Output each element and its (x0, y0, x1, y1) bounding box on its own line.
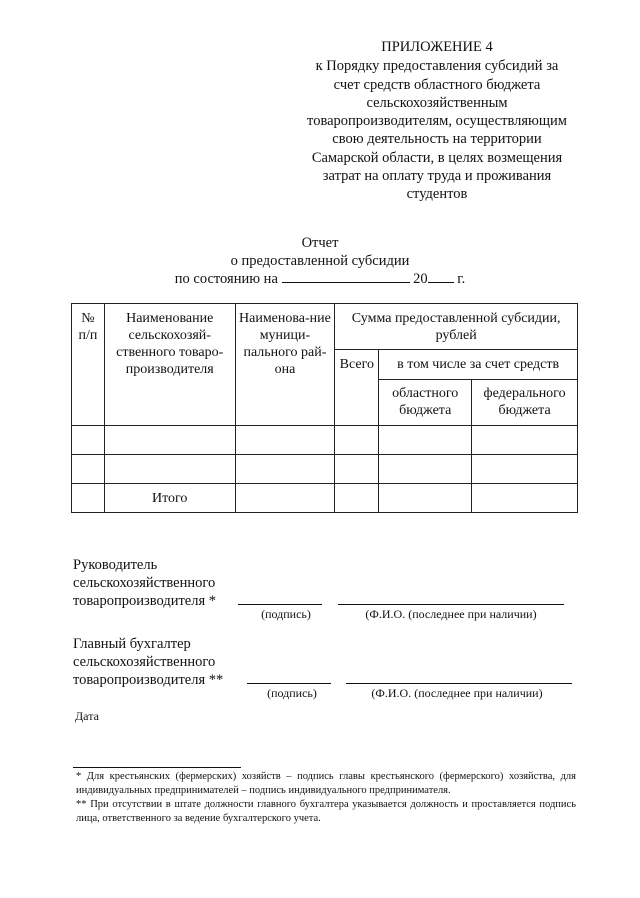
subsidy-table (71, 303, 578, 513)
footnote-divider (73, 767, 241, 768)
head-line: товаропроизводителя * (73, 593, 217, 609)
table-cell (335, 455, 379, 484)
date-blank (282, 270, 410, 283)
report-date-prefix: по состоянию на (174, 271, 278, 287)
head-name-line (338, 604, 564, 605)
appendix-line: затрат на оплату труда и проживания (322, 168, 552, 185)
appendix-line: студентов (406, 186, 468, 203)
date-label: Дата (75, 709, 99, 723)
table-cell (472, 426, 578, 455)
accountant-name-line (346, 683, 572, 684)
report-date-line (160, 270, 480, 288)
header-including: в том числе за счет средств (379, 350, 578, 380)
head-signature-label (73, 556, 216, 610)
total-label: Итого (104, 484, 235, 513)
report-year-suffix: г. (457, 271, 466, 287)
table-row-total (72, 484, 578, 513)
header-district: Наименова-ние муници-пального рай-она (235, 304, 335, 426)
header-regional: областного бюджета (379, 380, 472, 426)
accountant-line: Главный бухгалтер (73, 636, 191, 652)
appendix-title: ПРИЛОЖЕНИЕ 4 (381, 39, 493, 55)
accountant-line: сельскохозяйственного (73, 654, 216, 670)
header-total: Всего (335, 350, 379, 426)
table-cell (72, 455, 105, 484)
table-cell (379, 426, 472, 455)
table-cell (72, 426, 105, 455)
accountant-name-caption: (Ф.И.О. (последнее при наличии) (371, 686, 543, 700)
appendix-line: Самарской области, в целях возмещения (311, 149, 563, 166)
appendix-header (292, 38, 582, 204)
table-row (72, 426, 578, 455)
table-cell (235, 426, 335, 455)
head-line: сельскохозяйственного (73, 575, 216, 591)
header-num: № п/п (72, 304, 105, 426)
table-cell (335, 484, 379, 513)
footnote-1: * Для крестьянских (фермерских) хозяйств – подпись главы крестьянского (фермерского) хозяйства, для индивидуальных предпринимателей – подпись индивидуального предпринимателя. (76, 771, 576, 796)
head-line: Руководитель (73, 557, 158, 573)
header-sum: Сумма предоставленной субсидии, рублей (335, 304, 578, 350)
footnote-2: ** При отсутствии в штате должности главного бухгалтера указывается должность и проставляется подпись лица, ответственного за ведение бухгалтерского учета. (76, 799, 576, 824)
table-cell (235, 455, 335, 484)
table-cell (472, 484, 578, 513)
header-federal: федерального бюджета (472, 380, 578, 426)
report-title: Отчет (301, 235, 339, 251)
report-year-prefix: 20 (413, 271, 428, 287)
accountant-sign-line (247, 683, 331, 684)
appendix-line: товаропроизводителям, осуществляющим (307, 113, 567, 130)
table-cell (104, 426, 235, 455)
table-cell (472, 455, 578, 484)
accountant-line: товаропроизводителя ** (73, 672, 224, 688)
accountant-signature-label (73, 635, 223, 689)
footnotes (76, 770, 576, 826)
table-row (72, 455, 578, 484)
table-cell (235, 484, 335, 513)
appendix-line: счет средств областного бюджета (333, 76, 541, 93)
header-producer: Наименование сельскохозяй-ственного товаро-производителя (104, 304, 235, 426)
year-blank (428, 270, 454, 283)
report-heading (160, 234, 480, 288)
table-cell (104, 455, 235, 484)
table-cell (379, 455, 472, 484)
head-sign-caption: (подпись) (261, 607, 311, 621)
table-cell (335, 426, 379, 455)
table-cell (72, 484, 105, 513)
appendix-line: сельскохозяйственным (366, 94, 508, 111)
accountant-sign-caption: (подпись) (267, 686, 317, 700)
report-subtitle: о предоставленной субсидии (230, 253, 410, 269)
head-sign-line (238, 604, 322, 605)
appendix-line: к Порядку предоставления субсидий за (315, 58, 559, 75)
appendix-line: свою деятельность на территории (332, 131, 542, 148)
head-name-caption: (Ф.И.О. (последнее при наличии) (365, 607, 537, 621)
table-cell (379, 484, 472, 513)
